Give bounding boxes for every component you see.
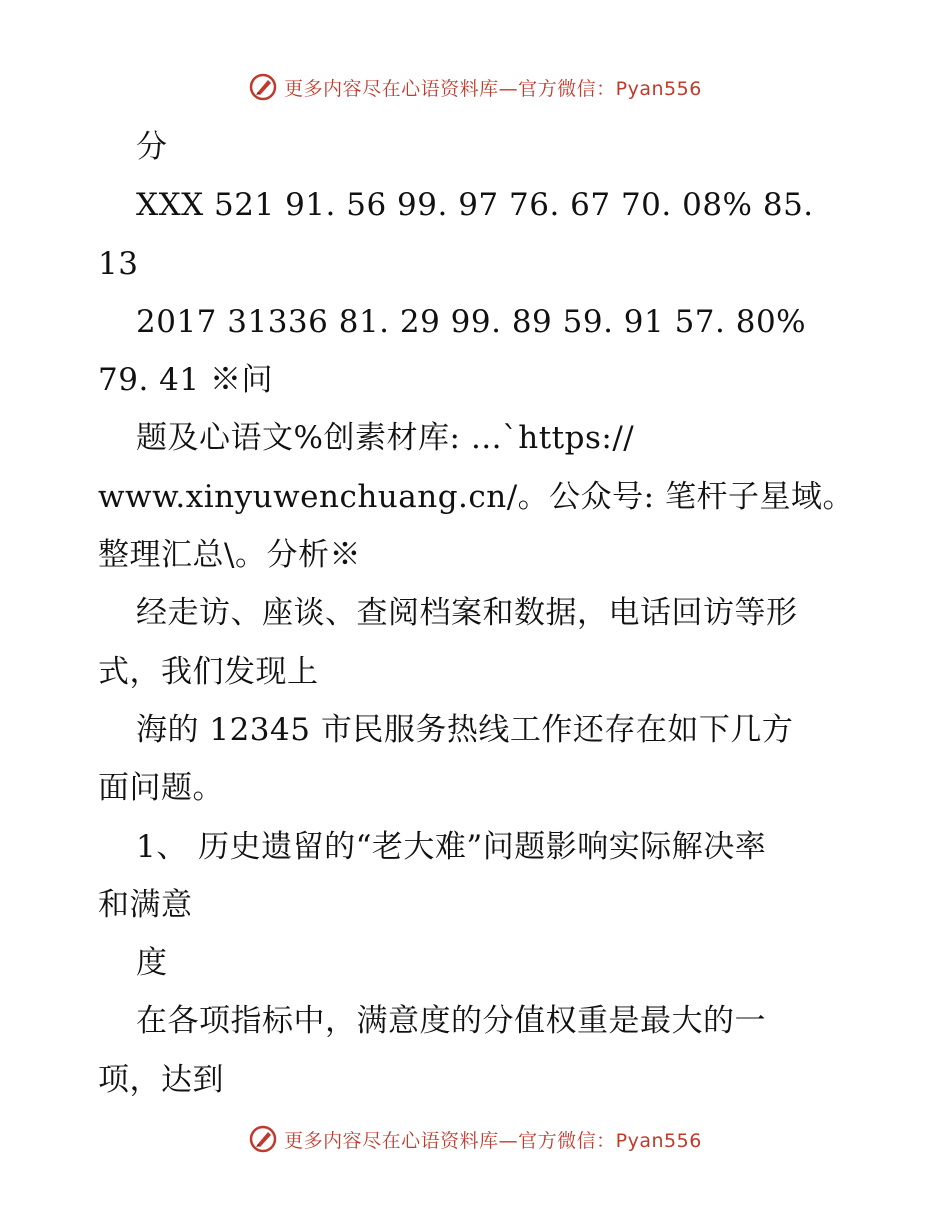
text-line: 度 — [136, 945, 168, 982]
footer-watermark — [0, 1124, 950, 1154]
text-line: 在各项指标中，满意度的分值权重是最大的一 — [136, 1003, 766, 1040]
text-line: 整理汇总\。分析※ — [98, 537, 361, 574]
text-line: 13 — [98, 245, 139, 282]
pen-logo-icon — [248, 1124, 278, 1154]
watermark-text: 更多内容尽在心语资料库—官方微信：Pyan556 — [284, 77, 702, 100]
watermark-text: 更多内容尽在心语资料库—官方微信：Pyan556 — [284, 1129, 702, 1152]
header-watermark — [0, 72, 950, 102]
text-line: XXX 521 91. 56 99. 97 76. 67 70. 08% 85. — [136, 187, 814, 224]
text-line: 1、 历史遗留的“老大难”问题影响实际解决率 — [136, 828, 767, 865]
text-line: 项，达到 — [98, 1061, 224, 1098]
text-line: 面问题。 — [98, 770, 224, 807]
text-line: 2017 31336 81. 29 99. 89 59. 91 57. 80% — [136, 303, 807, 340]
document-body — [98, 118, 858, 1109]
text-line: 海的 12345 市民服务热线工作还存在如下几方 — [136, 711, 794, 748]
text-line: 经走访、座谈、查阅档案和数据，电话回访等形 — [136, 595, 798, 632]
text-line: 题及心语文%创素材库: …`https:// — [136, 420, 635, 457]
text-line: 和满意 — [98, 886, 193, 923]
text-line: 分 — [136, 129, 168, 165]
text-line: www.xinyuwenchuang.cn/。公众号: 笔杆子星域。 — [98, 478, 854, 515]
pen-logo-icon — [248, 72, 278, 102]
text-line: 79. 41 ※问 — [98, 362, 273, 399]
text-line: 式，我们发现上 — [98, 653, 319, 690]
